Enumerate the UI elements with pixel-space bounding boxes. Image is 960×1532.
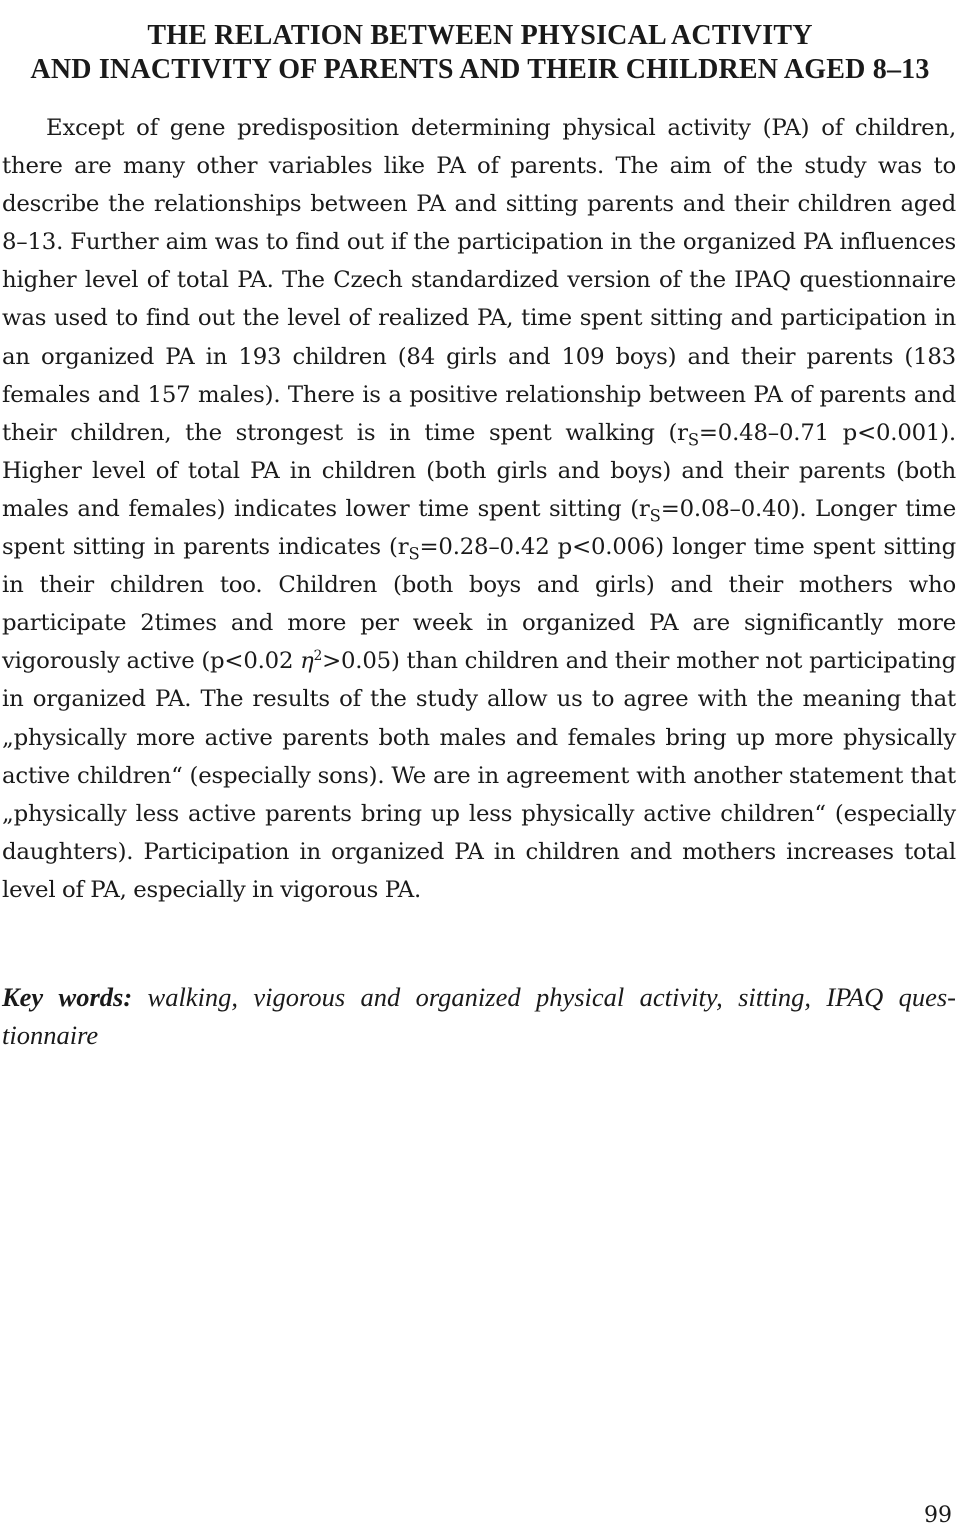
subscript-s: S [649,506,661,526]
abstract-text-1: Except of gene predisposition determining physical activity (PA) of children, there are many other variables like PA of parents. The aim of the study was to describe the relationships between PA and sitting parents and their children aged 8–13. Further aim was to find out if the participation in the organized PA influences higher level of total PA. The Czech standardized version of the IPAQ questionnaire was used to find out the level of realized PA, time spent sitting and participation in an organized PA in 193 children (84 girls and 109 boys) and their parents (183 females and 157 males). There is a positive relationship between PA of parents and their children, the strongest is in time spent walking (r [2,115,956,446]
article-title [0,19,960,87]
title-line-1: THE RELATION BETWEEN PHYSICAL ACTIVITY [147,19,813,51]
eta-symbol: η [300,648,314,675]
keywords-label: Key words: [2,982,133,1012]
page-number: 99 [924,1503,952,1528]
abstract-text-2: =0.48–0.71 p<0.001). Higher level of total PA in children (both girls and boys) and their parents (both males and females) indicates lower time spent sitting (r [2,419,956,522]
keywords-text: walking, vigorous and organized physical activity, sitting, IPAQ questionnaire [2,982,956,1050]
subscript-s: S [687,430,699,449]
keywords-paragraph [2,978,956,1054]
abstract-text-5: >0.05) than children and their mother not participating in organized PA. The results of the study allow us to agree with the meaning that „physically more active parents both males and females bring up more physically active children“ (especially sons). We are in agreement with another statement that „physically less active parents bring up less physically active children“ (especially daughters). Participation in organized PA in children and mothers increases total level of PA, especially in vigorous PA. [2,648,956,903]
abstract-paragraph [2,109,956,909]
title-line-2: AND INACTIVITY OF PARENTS AND THEIR CHILDREN AGED 8–13 [30,53,930,85]
abstract-text-4: =0.28–0.42 p<0.006) longer time spent sitting in their children too. Children (both boys and girls) and their mothers who participate 2times and more per week in organized PA are significantly more vigorously active (p<0.02 [2,534,956,675]
subscript-s: S [408,544,420,564]
abstract-text-3: =0.08–0.40). Longer time spent sitting in parents indicates (r [2,495,956,561]
superscript-2: 2 [313,648,323,665]
